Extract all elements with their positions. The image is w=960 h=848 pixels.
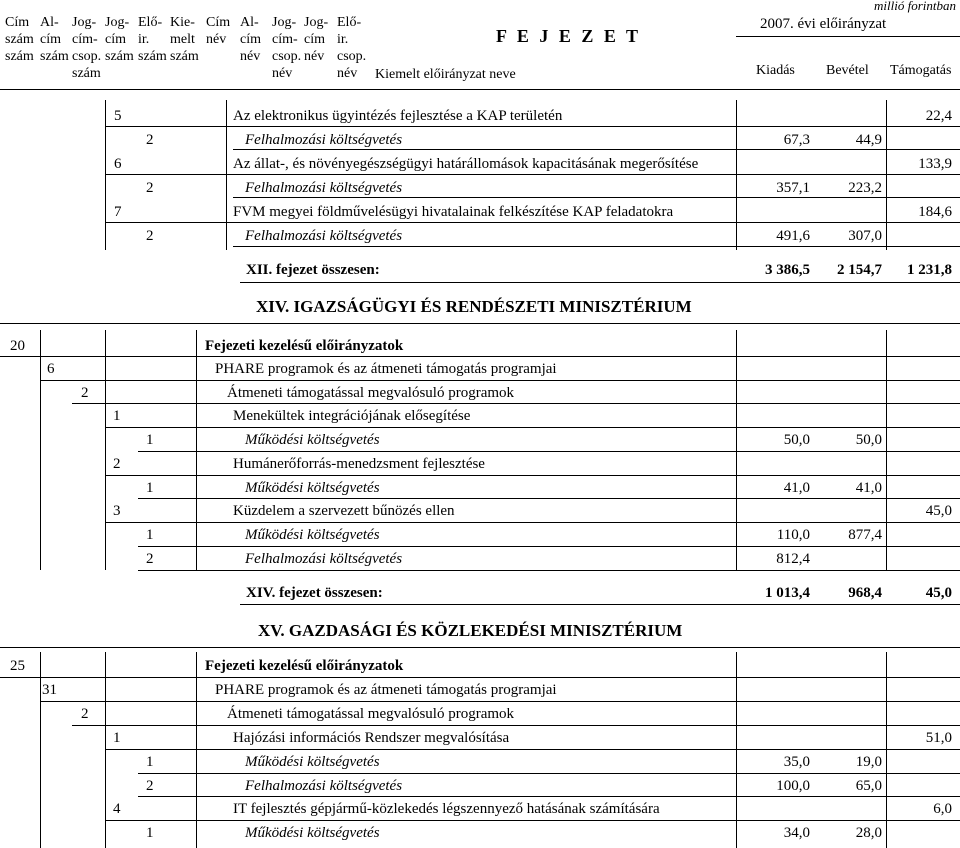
year-underline — [736, 36, 960, 37]
fejezet-title: F E J E Z E T — [496, 26, 642, 46]
row-rule — [72, 725, 960, 726]
row-rule — [40, 380, 960, 381]
row-text: PHARE programok és az átmeneti támogatás programjai — [215, 682, 557, 698]
row-rule — [40, 701, 960, 702]
total-xiv-tamogatas: 45,0 — [925, 585, 952, 601]
row-kiadas: 110,0 — [776, 527, 810, 543]
col-rule — [105, 100, 106, 250]
row-tamogatas: 184,6 — [918, 204, 952, 220]
row-kiadas: 41,0 — [783, 480, 810, 496]
section-rule — [0, 323, 960, 324]
row-text: Működési költségvetés — [245, 480, 380, 496]
row-text: Működési költségvetés — [245, 432, 380, 448]
tamogatas-header: Támogatás — [890, 63, 952, 78]
row-num: 1 — [146, 527, 154, 543]
section-xv-title: XV. GAZDASÁGI ÉS KÖZLEKEDÉSI MINISZTÉRIUM — [258, 621, 683, 640]
header-jogcimcsop-szam: Jog- cím- csop. szám — [72, 15, 102, 81]
row-num: 25 — [10, 658, 25, 674]
total-xii-kiadas: 3 386,5 — [765, 262, 810, 278]
row-num: 1 — [146, 754, 154, 770]
header-eloir-nev: Elő- ir. csop. név — [337, 15, 367, 81]
row-rule — [105, 126, 960, 127]
row-text: Hajózási információs Rendszer megvalósítása — [233, 730, 510, 746]
row-kiadas: 357,1 — [776, 180, 810, 196]
row-text: IT fejlesztés gépjármű-közlekedés légszennyező hatásának számítására — [233, 801, 660, 817]
row-rule — [0, 356, 960, 357]
row-text: Menekültek integrációjának elősegítése — [233, 408, 471, 424]
header-cim-szam: Cím szám szám — [5, 15, 34, 64]
row-rule — [138, 498, 960, 499]
header-alcim-nev: Al- cím név — [240, 15, 261, 64]
col-rule — [736, 652, 737, 848]
kiadas-header: Kiadás — [756, 63, 795, 78]
header-jogcimcsop-nev: Jog- cím- csop. név — [272, 15, 302, 81]
col-rule — [736, 330, 737, 570]
header-bottom-rule — [0, 89, 960, 90]
row-text: Felhalmozási költségvetés — [245, 778, 403, 794]
row-num: 4 — [113, 801, 121, 817]
row-num: 6 — [47, 361, 55, 377]
total-xiv-bevetel: 968,4 — [848, 585, 882, 601]
row-rule — [72, 403, 960, 404]
row-num: 1 — [146, 825, 154, 841]
row-num: 3 — [113, 503, 121, 519]
row-bevetel: 41,0 — [855, 480, 882, 496]
col-rule — [105, 652, 106, 848]
row-kiadas: 50,0 — [783, 432, 810, 448]
header-eloir-szam: Elő- ir. szám — [138, 15, 167, 64]
unit-label: millió forintban — [874, 0, 956, 13]
row-bevetel: 877,4 — [848, 527, 882, 543]
row-text: Fejezeti kezelésű előirányzatok — [205, 338, 404, 354]
row-rule — [105, 427, 960, 428]
row-text: Fejezeti kezelésű előirányzatok — [205, 658, 404, 674]
col-rule — [196, 330, 197, 570]
header-alcim-szam: Al- cím szám — [40, 15, 69, 64]
row-bevetel: 223,2 — [848, 180, 882, 196]
total-xiv-kiadas: 1 013,4 — [765, 585, 810, 601]
row-kiadas: 35,0 — [783, 754, 810, 770]
row-num: 2 — [146, 180, 154, 196]
col-rule — [886, 652, 887, 848]
row-kiadas: 67,3 — [783, 132, 810, 148]
row-num: 1 — [146, 480, 154, 496]
row-kiadas: 812,4 — [776, 551, 810, 567]
row-rule — [233, 246, 960, 247]
row-bevetel: 44,9 — [855, 132, 882, 148]
row-text: Küzdelem a szervezett bűnözés ellen — [233, 503, 455, 519]
row-text: Felhalmozási költségvetés — [245, 551, 403, 567]
row-rule — [0, 677, 960, 678]
row-rule — [233, 197, 960, 198]
row-tamogatas: 45,0 — [925, 503, 952, 519]
row-rule — [105, 222, 960, 223]
row-rule — [240, 282, 960, 283]
row-num: 2 — [146, 778, 154, 794]
total-xiv-label: XIV. fejezet összesen: — [246, 585, 383, 601]
col-rule — [105, 330, 106, 570]
row-num: 1 — [113, 408, 121, 424]
kiemelt-nev-header: Kiemelt előirányzat neve — [375, 67, 516, 82]
row-rule — [105, 820, 960, 821]
row-kiadas: 100,0 — [776, 778, 810, 794]
row-rule — [240, 604, 960, 605]
row-rule — [138, 796, 960, 797]
row-kiadas: 491,6 — [776, 228, 810, 244]
row-num: 5 — [114, 108, 122, 124]
header-jogcim-szam: Jog- cím szám — [105, 15, 134, 64]
col-rule — [226, 100, 227, 250]
row-tamogatas: 22,4 — [925, 108, 952, 124]
row-text: Felhalmozási költségvetés — [245, 228, 403, 244]
row-text: Az elektronikus ügyintézés fejlesztése a KAP területén — [233, 108, 563, 124]
row-bevetel: 307,0 — [848, 228, 882, 244]
row-rule — [105, 522, 960, 523]
row-tamogatas: 6,0 — [933, 801, 952, 817]
row-rule — [138, 570, 960, 571]
row-num: 7 — [114, 204, 122, 220]
row-num: 2 — [113, 456, 121, 472]
header-jogcim-nev: Jog- cím név — [304, 15, 329, 64]
row-text: Humánerőforrás-menedzsment fejlesztése — [233, 456, 485, 472]
row-text: Átmeneti támogatással megvalósuló programok — [227, 385, 515, 401]
row-num: 2 — [81, 385, 89, 401]
row-num: 2 — [146, 132, 154, 148]
row-num: 20 — [10, 338, 25, 354]
row-num: 2 — [146, 551, 154, 567]
col-rule — [40, 652, 41, 848]
row-text: Működési költségvetés — [245, 825, 380, 841]
total-xii-label: XII. fejezet összesen: — [246, 262, 380, 278]
year-header: 2007. évi előirányzat — [760, 16, 887, 32]
row-rule — [105, 749, 960, 750]
header-cim-nev: Cím név — [206, 15, 231, 47]
col-rule — [196, 652, 197, 848]
row-bevetel: 19,0 — [855, 754, 882, 770]
row-text: Átmeneti támogatással megvalósuló programok — [227, 706, 515, 722]
row-num: 2 — [146, 228, 154, 244]
row-rule — [138, 546, 960, 547]
row-num: 2 — [81, 706, 89, 722]
row-tamogatas: 133,9 — [918, 156, 952, 172]
row-tamogatas: 51,0 — [925, 730, 952, 746]
row-text: Működési költségvetés — [245, 527, 380, 543]
row-rule — [233, 149, 960, 150]
col-rule — [736, 100, 737, 250]
row-bevetel: 28,0 — [855, 825, 882, 841]
row-text: Felhalmozási költségvetés — [245, 132, 403, 148]
row-rule — [138, 773, 960, 774]
row-num: 1 — [113, 730, 121, 746]
total-xii-tamogatas: 1 231,8 — [907, 262, 952, 278]
row-text: FVM megyei földművelésügyi hivatalainak felkészítése KAP feladatokra — [233, 204, 674, 220]
row-text: Működési költségvetés — [245, 754, 380, 770]
row-rule — [138, 451, 960, 452]
row-kiadas: 34,0 — [783, 825, 810, 841]
row-text: PHARE programok és az átmeneti támogatás programjai — [215, 361, 557, 377]
col-rule — [886, 330, 887, 570]
row-bevetel: 50,0 — [855, 432, 882, 448]
row-rule — [105, 174, 960, 175]
row-num: 31 — [42, 682, 57, 698]
bevetel-header: Bevétel — [826, 63, 869, 78]
total-xii-bevetel: 2 154,7 — [837, 262, 882, 278]
section-rule — [0, 647, 960, 648]
row-num: 1 — [146, 432, 154, 448]
header-kiemelt-szam: Kie- melt szám — [170, 15, 199, 64]
row-text: Felhalmozási költségvetés — [245, 180, 403, 196]
col-rule — [886, 100, 887, 250]
section-xiv-title: XIV. IGAZSÁGÜGYI ÉS RENDÉSZETI MINISZTÉRIUM — [256, 297, 692, 316]
row-text: Az állat-, és növényegészségügyi határállomások kapacitásának megerősítése — [233, 156, 699, 172]
col-rule — [40, 330, 41, 570]
row-bevetel: 65,0 — [855, 778, 882, 794]
row-rule — [105, 475, 960, 476]
row-num: 6 — [114, 156, 122, 172]
